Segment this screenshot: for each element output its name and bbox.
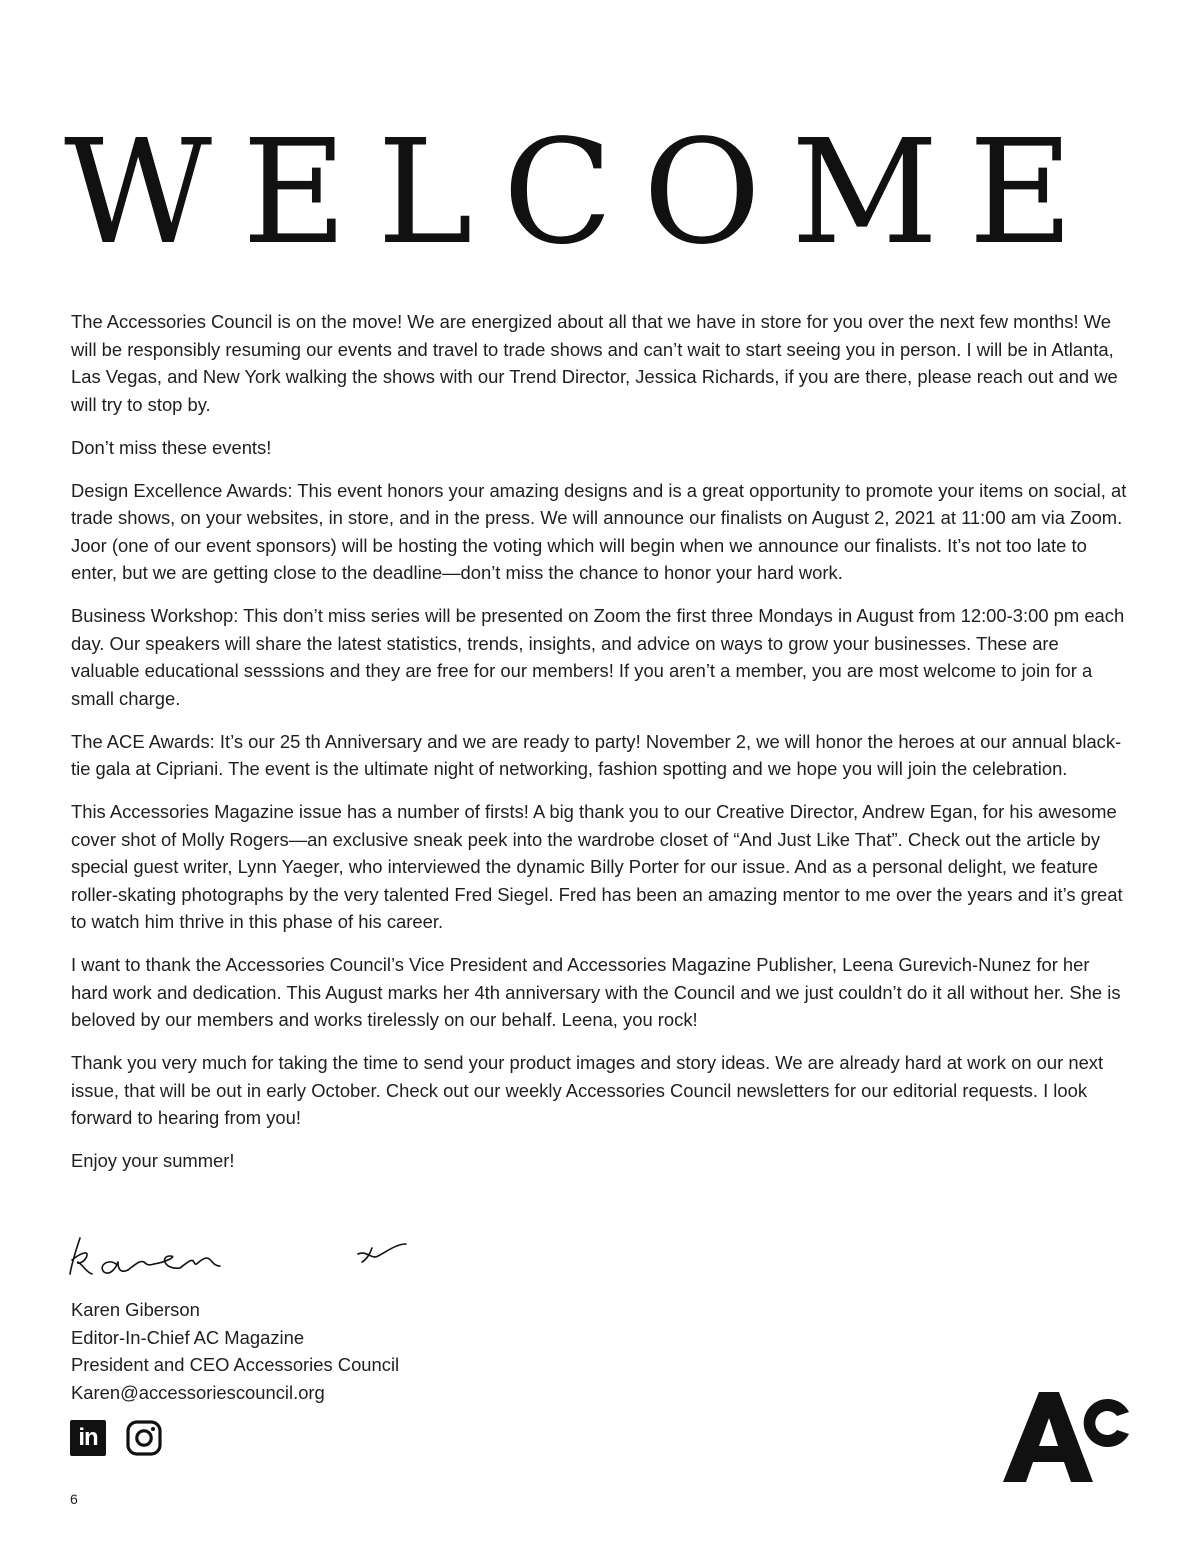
paragraph: Business Workshop: This don’t miss series will be presented on Zoom the first three Mondays in August from 12:00-3:00 pm each day. Our speakers will share the latest statistics, trends, insights, and advice on ways to grow your businesses. These are valuable educational sesssions and they are free for our members! If you aren’t a member, you are most welcome to join for a small charge. <box>71 605 1125 709</box>
signature-block <box>71 1296 399 1406</box>
author-email[interactable]: Karen@accessoriescouncil.org <box>71 1381 325 1403</box>
author-name: Karen Giberson <box>71 1299 200 1320</box>
social-links <box>70 1420 162 1456</box>
page-number: 6 <box>70 1491 78 1507</box>
ac-logo <box>1003 1388 1129 1484</box>
paragraph: I want to thank the Accessories Council’s Vice President and Accessories Magazine Publisher, Leena Gurevich-Nunez for her hard work and dedication. This August marks her 4th anniversary with the Council and we just couldn’t do it all without her. She is beloved by our members and works tirelessly on our behalf. Leena, you rock! <box>71 954 1121 1030</box>
paragraph: This Accessories Magazine issue has a number of firsts! A big thank you to our Creative Director, Andrew Egan, for his awesome cover shot of Molly Rogers—an exclusive sneak peek into the wardrobe closet of “And Just Like That”. Check out the article by special guest writer, Lynn Yaeger, who interviewed the dynamic Billy Porter for our issue. And as a personal delight, we feature roller-skating photographs by the very talented Fred Siegel. Fred has been an amazing mentor to me over the years and it’s great to watch him thrive in this phase of his career. <box>71 801 1123 932</box>
instagram-icon[interactable] <box>126 1420 162 1456</box>
author-title: President and CEO Accessories Council <box>71 1354 400 1375</box>
paragraph: Thank you very much for taking the time to send your product images and story ideas. We are already hard at work on our next issue, that will be out in early October. Check out our weekly Accessories Council newsletters for our editorial requests. I look forward to hearing from you! <box>71 1052 1104 1128</box>
handwritten-signature <box>66 1226 426 1286</box>
page-title: WELCOME <box>64 108 1104 276</box>
paragraph: Don’t miss these events! <box>71 436 272 458</box>
linkedin-icon[interactable] <box>70 1420 106 1456</box>
paragraph: The ACE Awards: It’s our 25 th Anniversary and we are ready to party! November 2, we will honor the heroes at our annual black-tie gala at Cipriani. The event is the ultimate night of networking, fashion spotting and we hope you will join the celebration. <box>71 730 1122 779</box>
closing-line: Enjoy your summer! <box>71 1150 235 1171</box>
paragraph: The Accessories Council is on the move! We are energized about all that we have in store for you over the next few months! We will be responsibly resuming our events and travel to trade shows and can’t wait to start seeing you in person. I will be in Atlanta, Las Vegas, and New York walking the shows with our Trend Director, Jessica Richards, if you are there, please reach out and we will try to stop by. <box>71 311 1118 415</box>
author-title: Editor-In-Chief AC Magazine <box>71 1326 305 1348</box>
linkedin-icon-text: in <box>78 1424 98 1451</box>
letter-body <box>71 308 1131 1190</box>
paragraph: Design Excellence Awards: This event honors your amazing designs and is a great opportunity to promote your items on social, at trade shows, on your websites, in store, and in the press. We will announce our finalists on August 2, 2021 at 11:00 am via Zoom. Joor (one of our event sponsors) will be hosting the voting which will begin when we announce our finalists. It’s not too late to enter, but we are getting close to the deadline—don’t miss the chance to honor your hard work. <box>71 479 1127 583</box>
